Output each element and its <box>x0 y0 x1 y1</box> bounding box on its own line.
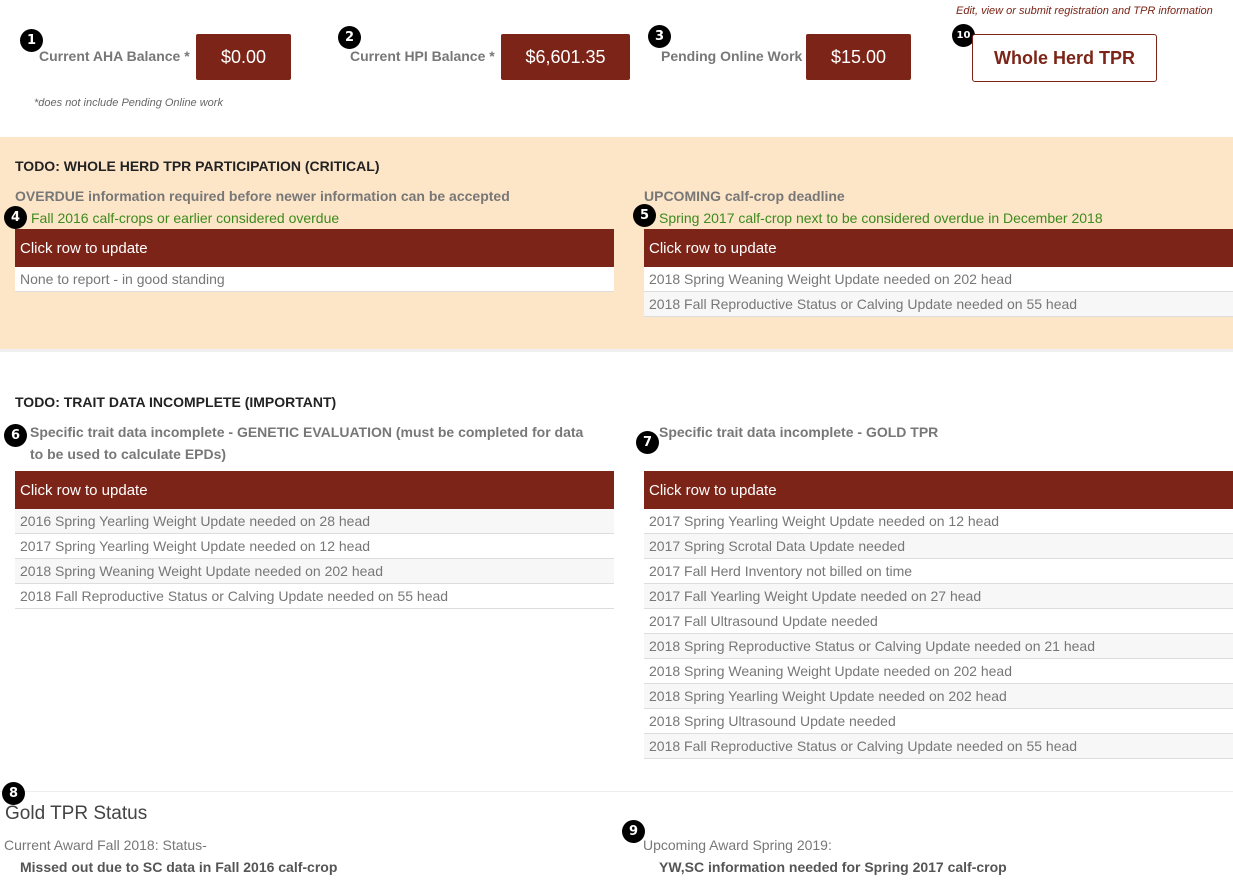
table-row[interactable]: 2017 Fall Ultrasound Update needed <box>644 609 1233 634</box>
table-row[interactable]: 2018 Fall Reproductive Status or Calving Update needed on 55 head <box>644 292 1233 317</box>
gold-divider <box>0 791 1233 792</box>
marker-badge-4: 4 <box>4 206 27 229</box>
table-row[interactable]: 2016 Spring Yearling Weight Update needed on 28 head <box>15 509 614 534</box>
hpi-balance-label: Current HPI Balance * <box>350 48 495 64</box>
genetic-subtitle-line1: Specific trait data incomplete - GENETIC EVALUATION (must be completed for data <box>30 424 584 440</box>
marker-badge-8: 8 <box>2 782 25 805</box>
table-row[interactable]: 2017 Spring Yearling Weight Update needed on 12 head <box>644 509 1233 534</box>
marker-badge-3: 3 <box>648 25 671 48</box>
table-row[interactable]: 2018 Spring Weaning Weight Update needed on 202 head <box>15 559 614 584</box>
table-row[interactable]: 2018 Spring Weaning Weight Update needed on 202 head <box>644 267 1233 292</box>
section-divider <box>0 349 1233 352</box>
upcoming-table <box>644 229 1233 317</box>
upcoming-subtitle: UPCOMING calf-crop deadline <box>644 188 845 204</box>
aha-balance-button[interactable]: $0.00 <box>196 34 291 80</box>
table-row[interactable]: 2017 Spring Yearling Weight Update needed on 12 head <box>15 534 614 559</box>
upcoming-table-header: Click row to update <box>644 229 1233 267</box>
gold-status-title: Gold TPR Status <box>5 803 148 824</box>
whole-herd-tpr-button[interactable]: Whole Herd TPR <box>972 34 1157 82</box>
table-row[interactable]: 2018 Fall Reproductive Status or Calving Update needed on 55 head <box>15 584 614 609</box>
aha-balance-label: Current AHA Balance * <box>39 48 190 64</box>
genetic-table <box>15 471 614 609</box>
table-row[interactable]: 2018 Spring Ultrasound Update needed <box>644 709 1233 734</box>
pending-work-button[interactable]: $15.00 <box>806 34 911 80</box>
upcoming-award-status: YW,SC information needed for Spring 2017 calf-crop <box>659 859 1007 875</box>
overdue-subtitle: OVERDUE information required before newer information can be accepted <box>15 188 510 204</box>
pending-work-label: Pending Online Work <box>661 48 803 64</box>
upcoming-note: Spring 2017 calf-crop next to be considered overdue in December 2018 <box>659 210 1103 226</box>
marker-badge-10: 10 <box>952 24 975 47</box>
genetic-table-header: Click row to update <box>15 471 614 509</box>
marker-badge-2: 2 <box>338 26 361 49</box>
table-row[interactable]: 2018 Fall Reproductive Status or Calving Update needed on 55 head <box>644 734 1233 759</box>
table-row[interactable]: 2018 Spring Reproductive Status or Calving Update needed on 21 head <box>644 634 1233 659</box>
marker-badge-9: 9 <box>622 820 645 843</box>
upcoming-award-label: Upcoming Award Spring 2019: <box>643 837 832 853</box>
trait-section-title: TODO: TRAIT DATA INCOMPLETE (IMPORTANT) <box>15 394 337 410</box>
current-award-status: Missed out due to SC data in Fall 2016 calf-crop <box>20 859 338 875</box>
overdue-note: Fall 2016 calf-crops or earlier considered overdue <box>31 210 340 226</box>
current-award-label: Current Award Fall 2018: Status- <box>4 837 207 853</box>
genetic-subtitle-line2: to be used to calculate EPDs) <box>30 446 227 462</box>
table-row[interactable]: 2017 Fall Herd Inventory not billed on time <box>644 559 1233 584</box>
gold-trait-subtitle: Specific trait data incomplete - GOLD TPR <box>659 424 939 440</box>
table-row[interactable]: 2017 Fall Yearling Weight Update needed on 27 head <box>644 584 1233 609</box>
whole-herd-note: Edit, view or submit registration and TPR information <box>956 5 1213 17</box>
overdue-table-header: Click row to update <box>15 229 614 267</box>
marker-badge-6: 6 <box>4 424 27 447</box>
table-row[interactable]: 2017 Spring Scrotal Data Update needed <box>644 534 1233 559</box>
table-row[interactable]: 2018 Spring Yearling Weight Update needed on 202 head <box>644 684 1233 709</box>
table-row[interactable]: None to report - in good standing <box>15 267 614 292</box>
overdue-table <box>15 229 614 292</box>
table-row[interactable]: 2018 Spring Weaning Weight Update needed on 202 head <box>644 659 1233 684</box>
balance-footnote: *does not include Pending Online work <box>34 97 223 109</box>
hpi-balance-button[interactable]: $6,601.35 <box>501 34 630 80</box>
marker-badge-1: 1 <box>20 29 43 52</box>
marker-badge-5: 5 <box>633 204 656 227</box>
marker-badge-7: 7 <box>636 431 659 454</box>
critical-section-title: TODO: WHOLE HERD TPR PARTICIPATION (CRITICAL) <box>15 158 380 174</box>
gold-trait-table <box>644 471 1233 759</box>
gold-trait-table-header: Click row to update <box>644 471 1233 509</box>
